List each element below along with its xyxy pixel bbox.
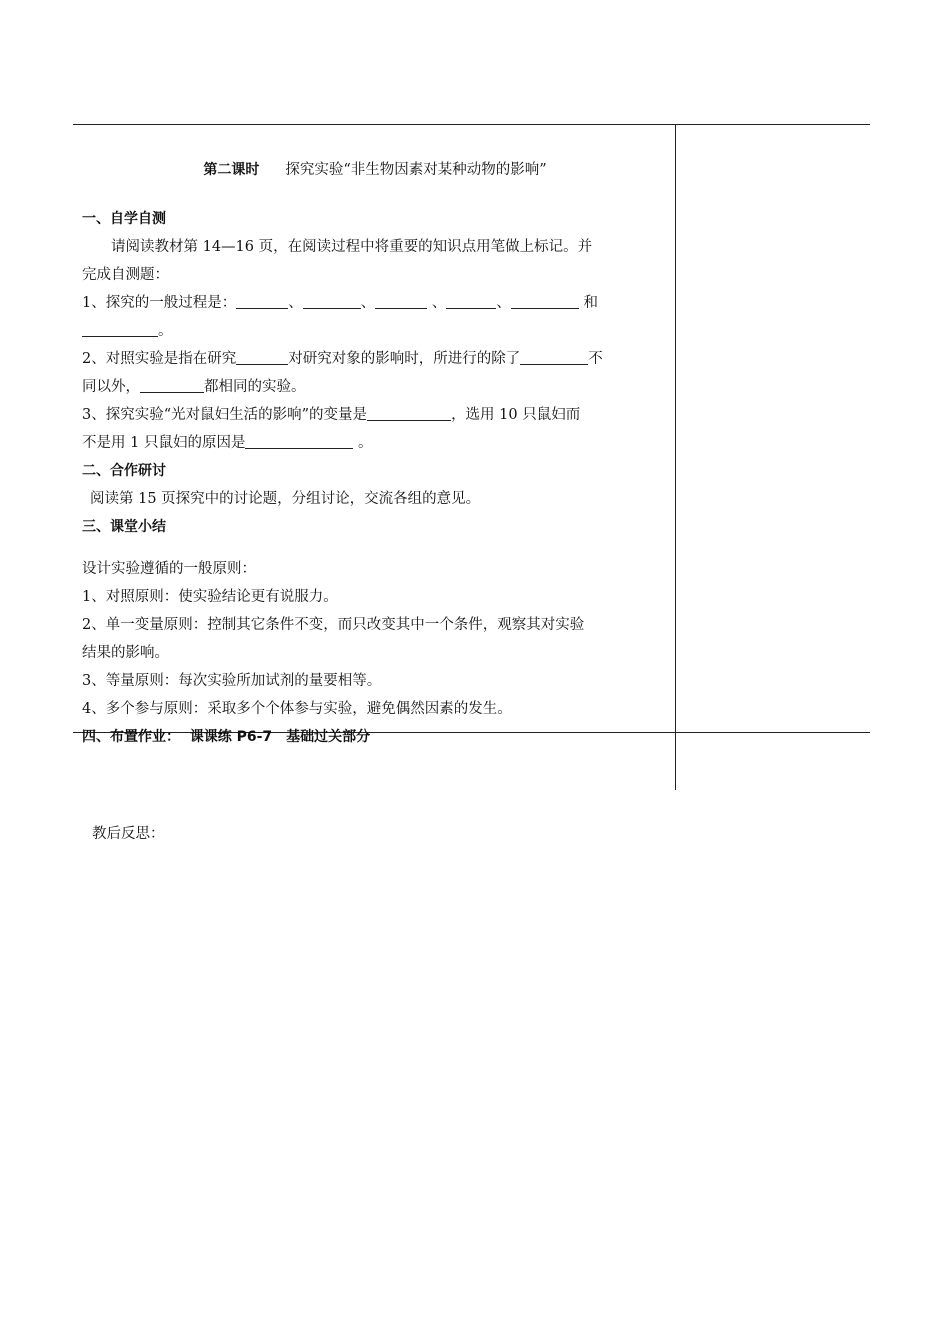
reflection-label: 教后反思： [92, 826, 165, 842]
question-2-text: 都相同的实验。 [204, 379, 306, 395]
answer-blank[interactable] [303, 292, 361, 309]
section-heading-summary: 三、课堂小结 [82, 519, 166, 535]
question-2-text: 同以外， [82, 379, 140, 395]
self-study-intro-line2: 完成自测题： [82, 267, 169, 283]
section-heading-homework [82, 723, 668, 751]
lesson-content [82, 150, 668, 751]
separator: 和 [578, 295, 598, 311]
question-3-cont [82, 429, 668, 457]
summary-item: 结果的影响。 [82, 645, 169, 661]
section-heading-self-study: 一、自学自测 [82, 211, 166, 227]
summary-item: 4、多个参与原则：采取多个个体参与实验，避免偶然因素的发生。 [82, 701, 512, 717]
homework-heading: 四、布置作业： [82, 729, 180, 745]
question-2-text: 对研究对象的影响时，所进行的除了 [288, 351, 521, 367]
answer-blank[interactable] [236, 292, 288, 309]
section-heading-discussion: 二、合作研讨 [82, 463, 166, 479]
question-3 [82, 401, 668, 429]
answer-blank[interactable] [236, 348, 288, 365]
question-2 [82, 345, 668, 373]
answer-blank[interactable] [82, 320, 158, 337]
lesson-topic: 探究实验“非生物因素对某种动物的影响” [285, 162, 547, 178]
answer-blank[interactable] [446, 292, 496, 309]
question-2-text: 不 [588, 351, 603, 367]
summary-item: 1、对照原则：使实验结论更有说服力。 [82, 589, 338, 605]
question-2-text: 2、对照实验是指在研究 [82, 351, 237, 367]
separator: 、 [360, 295, 376, 311]
answer-blank[interactable] [375, 292, 427, 309]
answer-blank[interactable] [140, 376, 204, 393]
separator: 、 [288, 295, 303, 311]
table-top-border [73, 124, 870, 125]
question-1-cont [82, 317, 668, 345]
answer-blank[interactable] [367, 404, 451, 421]
question-1 [82, 289, 668, 317]
lesson-number: 第二课时 [203, 162, 260, 178]
discussion-text: 阅读第 15 页探究中的讨论题，分组讨论，交流各组的意见。 [90, 491, 481, 507]
question-1-prefix: 1、探究的一般过程是： [82, 295, 237, 311]
table-column-divider [675, 124, 676, 790]
summary-item: 3、等量原则：每次实验所加试剂的量要相等。 [82, 673, 382, 689]
separator: 、 [496, 295, 511, 311]
period: 。 [158, 323, 173, 339]
summary-item: 2、单一变量原则：控制其它条件不变，而只改变其中一个条件，观察其对实验 [82, 617, 585, 633]
lesson-title [82, 158, 668, 179]
summary-intro: 设计实验遵循的一般原则： [82, 561, 256, 577]
question-3-text: 3、探究实验“光对鼠妇生活的影响”的变量是 [82, 407, 368, 423]
question-3-text: ，选用 10 只鼠妇而 [451, 407, 581, 423]
separator: 、 [427, 295, 447, 311]
question-3-text: 不是用 1 只鼠妇的原因是 [82, 435, 246, 451]
homework-text: 课课练 P6-7 基础过关部分 [189, 729, 371, 745]
self-study-intro-line1: 请阅读教材第 14—16 页，在阅读过程中将重要的知识点用笔做上标记。并 [111, 239, 593, 255]
answer-blank[interactable] [511, 292, 579, 309]
answer-blank[interactable] [245, 432, 353, 449]
answer-blank[interactable] [520, 348, 588, 365]
question-3-text: 。 [353, 435, 373, 451]
question-2-cont [82, 373, 668, 401]
